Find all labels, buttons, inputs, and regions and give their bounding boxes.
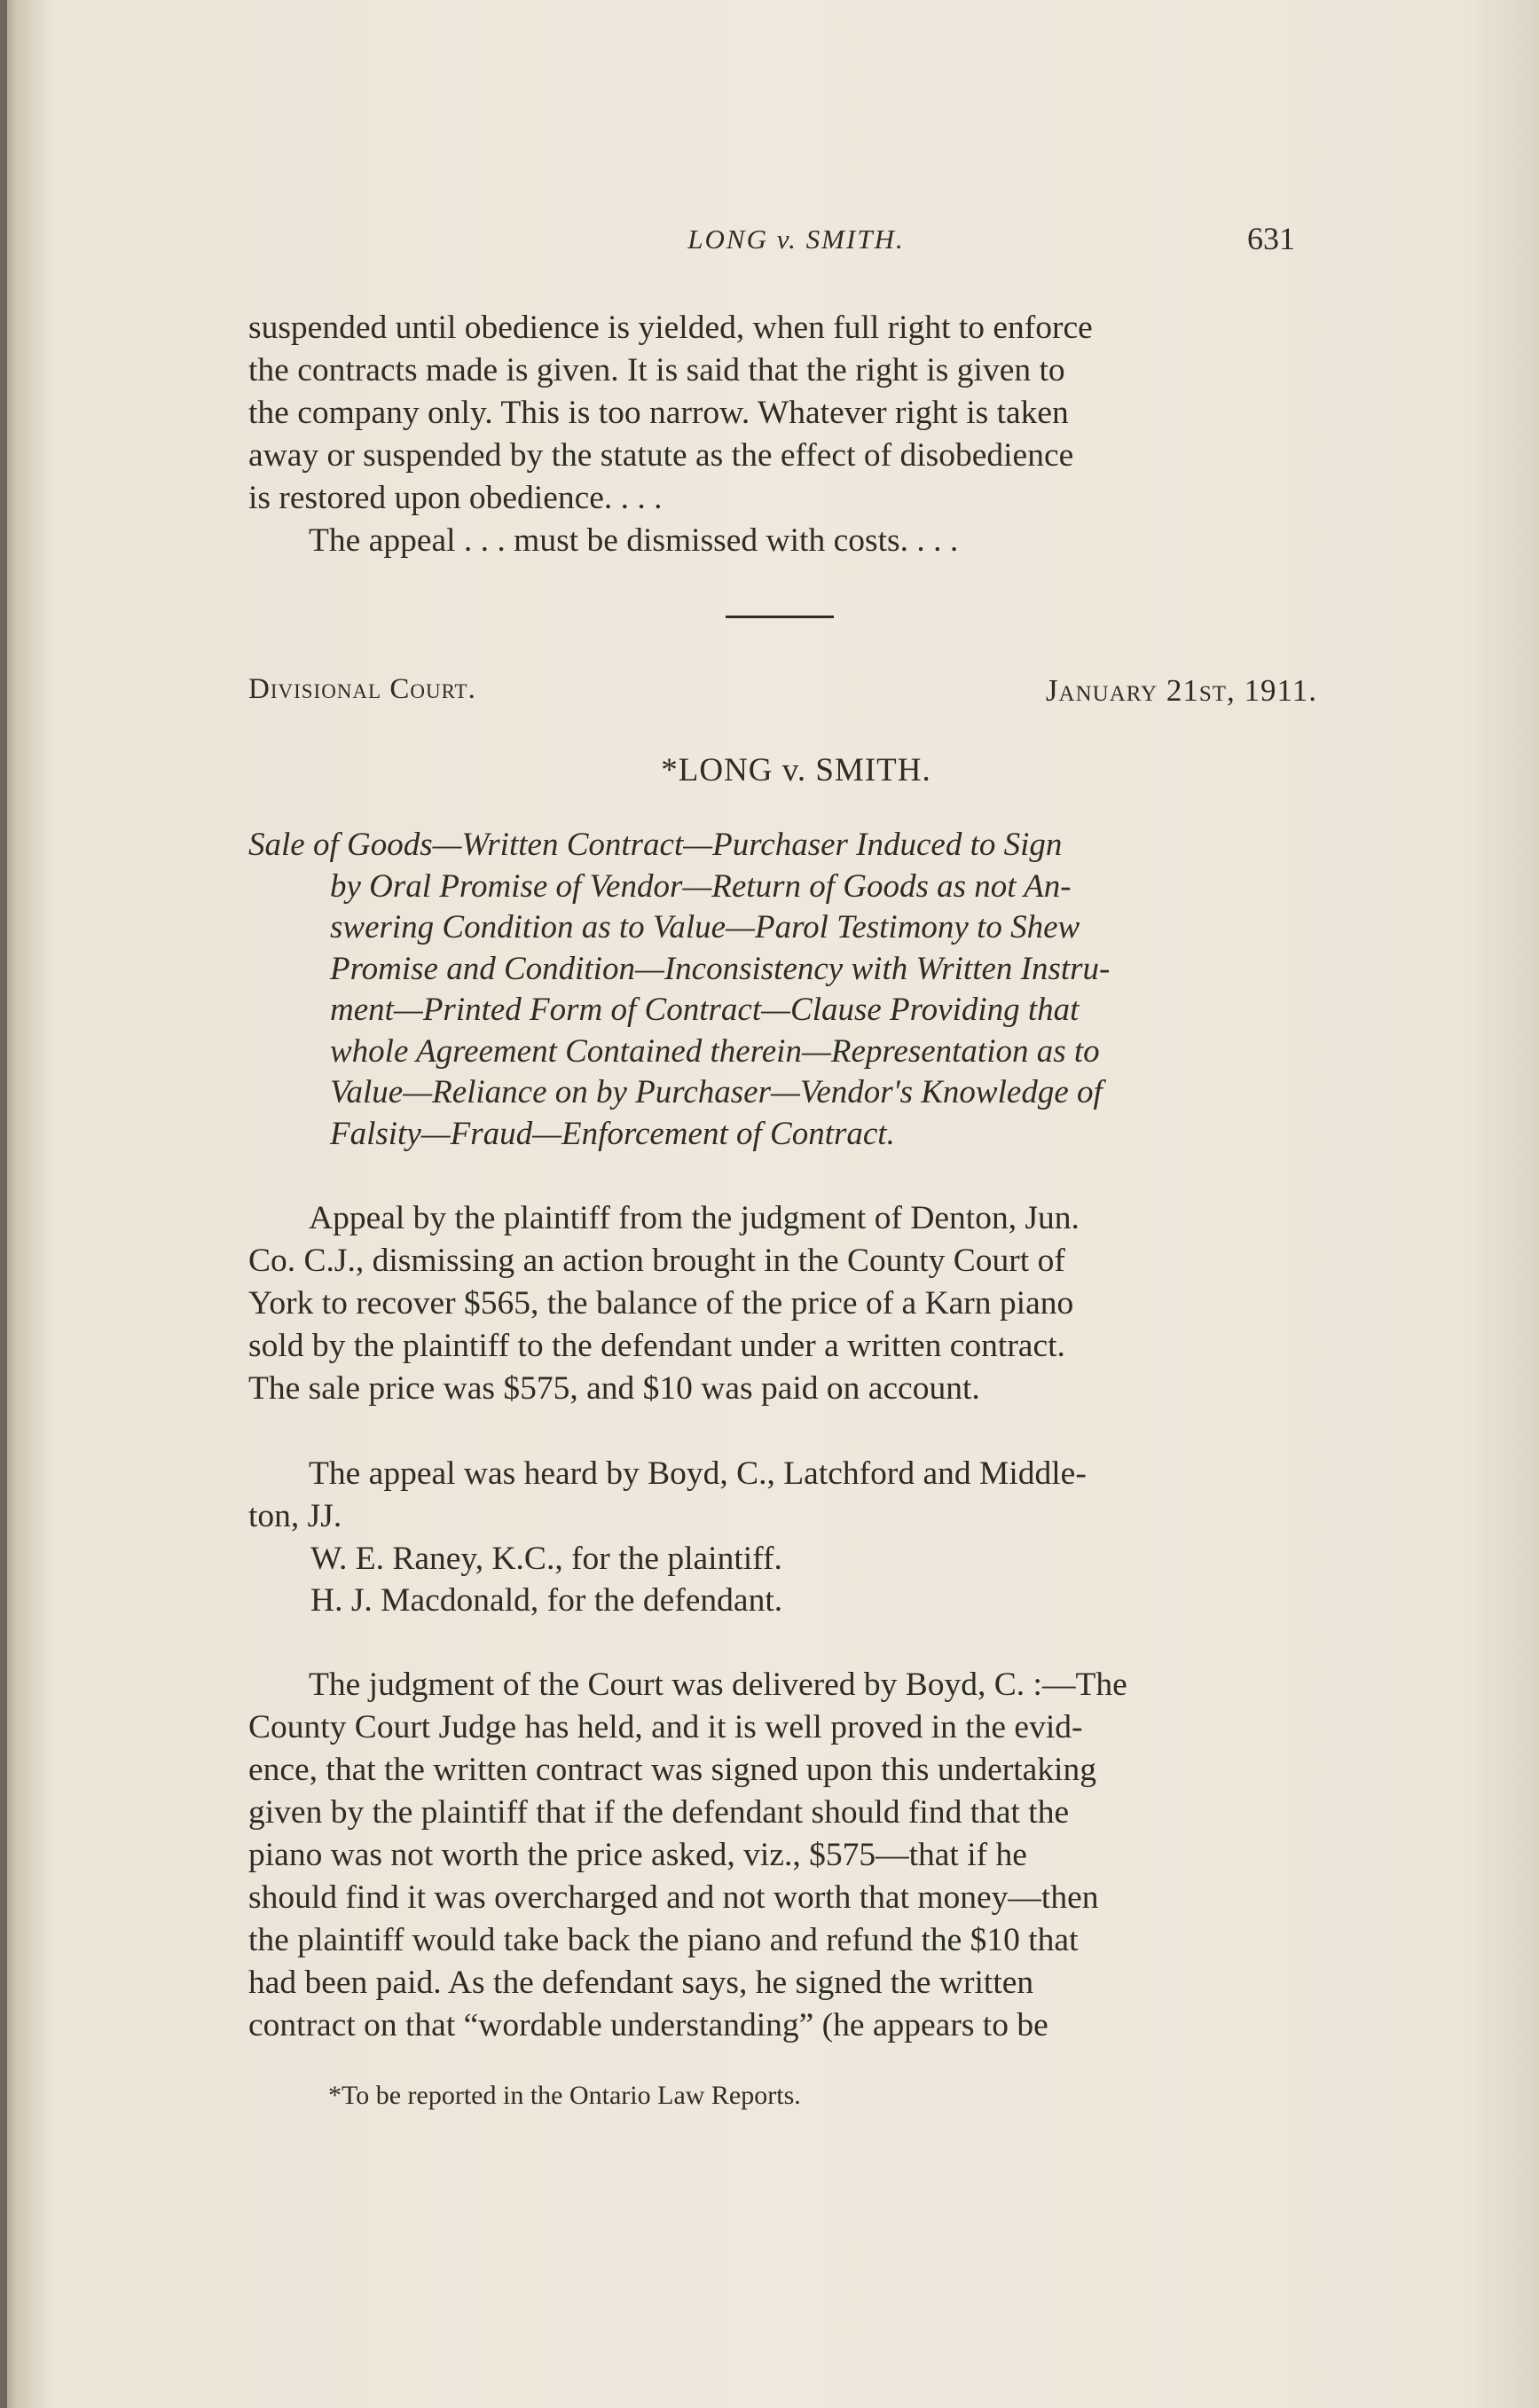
section-divider — [726, 616, 834, 618]
text-line: The appeal was heard by Boyd, C., Latchford and Middle- — [309, 1455, 1087, 1492]
text-line: sold by the plaintiff to the defendant under a written contract. — [248, 1328, 1065, 1364]
text-line: The judgment of the Court was delivered by Boyd, C. :—The — [309, 1667, 1127, 1703]
text-line: ton, JJ. — [248, 1498, 342, 1534]
dateline — [248, 673, 1344, 726]
text-line: away or suspended by the statute as the effect of disobedience — [248, 437, 1074, 474]
footnote: *To be reported in the Ontario Law Reports. — [328, 2081, 801, 2110]
text-line: given by the plaintiff that if the defendant should find that the — [248, 1794, 1070, 1831]
dismissal-line: The appeal . . . must be dismissed with costs. . . . — [309, 522, 959, 559]
running-head — [248, 204, 1344, 266]
page-number: 631 — [1247, 221, 1295, 256]
headnote-line: swering Condition as to Value—Parol Testimony to Shew — [330, 909, 1080, 945]
headnote-line: by Oral Promise of Vendor—Return of Goods as not An- — [330, 867, 1072, 905]
judgment-paragraph — [248, 1664, 1344, 2047]
headnote-line: Sale of Goods—Written Contract—Purchaser Induced to Sign — [248, 827, 1063, 863]
text-line: ence, that the written contract was signed upon this undertaking — [248, 1752, 1096, 1788]
opening-paragraph — [248, 307, 1344, 562]
text-line: The sale price was $575, and $10 was paid on account. — [248, 1370, 980, 1407]
text-column — [248, 204, 1344, 2047]
appeal-paragraph — [248, 1197, 1344, 1410]
headnote-line: Promise and Condition—Inconsistency with Written Instru- — [330, 950, 1111, 987]
text-line: York to recover $565, the balance of the price of a Karn piano — [248, 1285, 1074, 1322]
text-line: contract on that “wordable understanding” (he appears to be — [248, 2007, 1048, 2043]
heard-paragraph — [248, 1453, 1344, 1538]
counsel-defendant: H. J. Macdonald, for the defendant. — [310, 1582, 783, 1619]
headnote-line: ment—Printed Form of Contract—Clause Providing that — [330, 992, 1080, 1028]
headnote — [248, 825, 1344, 1155]
text-line: the company only. This is too narrow. Whatever right is taken — [248, 395, 1069, 431]
case-title: *LONG v. SMITH. — [661, 752, 931, 788]
counsel-plaintiff: W. E. Raney, K.C., for the plaintiff. — [310, 1541, 782, 1577]
headnote-line: whole Agreement Contained therein—Representation as to — [330, 1032, 1100, 1070]
text-line: the plaintiff would take back the piano and refund the $10 that — [248, 1922, 1079, 1958]
text-line: piano was not worth the price asked, viz., $575—that if he — [248, 1837, 1027, 1873]
counsel-list — [248, 1538, 1344, 1621]
running-title: LONG v. SMITH. — [687, 224, 905, 255]
text-line: County Court Judge has held, and it is well proved in the evid- — [248, 1709, 1083, 1745]
headnote-line: Value—Reliance on by Purchaser—Vendor's Knowledge of — [330, 1074, 1103, 1110]
text-line: suspended until obedience is yielded, when full right to enforce — [248, 310, 1093, 346]
text-line: is restored upon obedience. . . . — [248, 480, 663, 516]
decision-date: January 21st, 1911. — [1045, 673, 1317, 708]
text-line: should find it was overcharged and not worth that money—then — [248, 1879, 1099, 1916]
text-line: Appeal by the plaintiff from the judgment of Denton, Jun. — [309, 1200, 1080, 1236]
headnote-line: Falsity—Fraud—Enforcement of Contract. — [330, 1115, 895, 1152]
text-line: the contracts made is given. It is said that the right is given to — [248, 352, 1065, 388]
court-name: Divisional Court. — [248, 673, 476, 705]
text-line: had been paid. As the defendant says, he signed the written — [248, 1965, 1034, 2001]
text-line: Co. C.J., dismissing an action brought in the County Court of — [248, 1243, 1065, 1279]
